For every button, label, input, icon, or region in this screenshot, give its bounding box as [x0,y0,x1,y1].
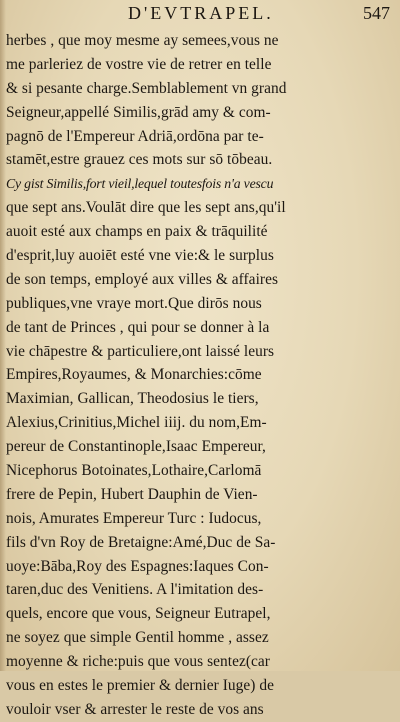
text-line: de son temps, employé aux villes & affaires [6,270,278,288]
text-line: ne soyez que simple Gentil homme , assez [6,629,269,647]
text-line: vouloir vser & arrester le reste de vos ans [6,700,264,718]
text-line: me parleriez de vostre vie de retrer en telle [6,55,272,73]
text-line: & si pesante charge.Semblablement vn grand [6,79,287,97]
text-line: vous en estes le premier & dernier Iuge) de [6,677,274,695]
text-line: vie chāpestre & particuliere,ont laissé leurs [6,342,275,360]
running-head [0,2,400,24]
text-line: moyenne & riche:puis que vous sentez(car [6,653,270,671]
text-line: que sept ans.Voulāt dire que les sept ans,qu'il [6,199,286,217]
text-line: uoye:Bāba,Roy des Espagnes:Iaques Con- [6,557,269,575]
text-line: Maximian, Gallican, Theodosius le tiers, [6,390,259,408]
text-line: herbes , que moy mesme ay semees,vous ne [6,32,279,49]
text-line: fils d'vn Roy de Bretaigne:Amé,Duc de Sa- [6,533,276,551]
body-text [6,29,394,722]
text-line: frere de Pepin, Hubert Dauphin de Vien- [6,485,258,503]
text-line: stamēt,estre grauez ces mots sur sō tōbeau. [6,151,273,169]
text-line: d'esprit,luy auoiēt esté vne vie:& le surplus [6,247,274,265]
text-line: Empires,Royaumes, & Monarchies:cōme [6,366,262,384]
text-line: taren,duc des Venitiens. A l'imitation des- [6,581,264,599]
text-line: nois, Amurates Empereur Turc : Iudocus, [6,509,262,527]
text-line: auoit esté aux champs en paix & trāquilité [6,223,268,241]
text-line: pagnō de l'Empereur Adriā,ordōna par te- [6,127,264,145]
epitaph-line: Cy gist Similis,fort vieil,lequel toutesfois n'a vescu [6,176,274,192]
text-line: publiques,vne vraye mort.Que dirōs nous [6,294,262,312]
text-line: de tant de Princes , qui pour se donner à la [6,318,270,336]
page-number: 547 [363,3,390,23]
text-line: Seigneur,appellé Similis,grād amy & com- [6,103,271,121]
text-line: Nicephorus Botoinates,Lothaire,Carlomā [6,462,262,480]
running-title: D'EVTRAPEL. [128,3,274,23]
text-line: quels, encore que vous, Seigneur Eutrapel, [6,605,271,623]
text-line: Alexius,Crinitius,Michel iiij. du nom,Em- [6,414,267,432]
text-line: pereur de Constantinople,Isaac Empereur, [6,438,266,456]
